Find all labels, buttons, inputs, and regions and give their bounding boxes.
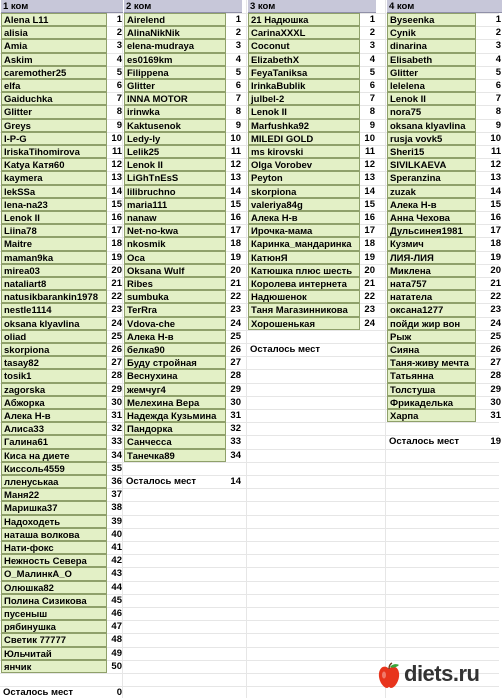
participant-name-cell: zuzak xyxy=(387,185,476,198)
participant-name-cell: Алека Н-в xyxy=(1,409,107,422)
row-number: 2 xyxy=(116,27,122,39)
row-number: 19 xyxy=(364,251,375,263)
participant-name-cell: Vdova-che xyxy=(124,317,226,330)
row-number: 14 xyxy=(364,185,375,197)
row-number: 2 xyxy=(369,27,375,39)
row-number: 23 xyxy=(364,304,375,316)
participant-name-cell: пойди жир вон xyxy=(387,317,476,330)
row-number: 28 xyxy=(490,370,501,382)
row-number: 11 xyxy=(364,146,375,157)
row-number: 12 xyxy=(111,159,122,171)
row-number: 1 xyxy=(369,14,375,25)
row-number: 21 xyxy=(111,278,122,289)
participant-name-cell: ElizabethX xyxy=(248,53,360,66)
row-number: 24 xyxy=(364,317,375,329)
row-number: 20 xyxy=(111,264,122,276)
participant-name-cell: Нежность Севера xyxy=(1,554,107,567)
row-number: 16 xyxy=(111,212,122,223)
participant-name-cell: natusikbarankin1978 xyxy=(1,290,107,303)
row-number: 18 xyxy=(230,238,241,250)
participant-name-cell: Greys xyxy=(1,119,107,132)
participant-name-cell: Олюшка82 xyxy=(1,581,107,594)
row-number: 3 xyxy=(235,40,241,52)
row-number: 5 xyxy=(235,66,241,78)
participant-name-cell: Кисcоль4559 xyxy=(1,462,107,475)
participant-name-cell: ната757 xyxy=(387,277,476,290)
row-number: 6 xyxy=(116,80,122,91)
participant-name-cell: CarinaXXXL xyxy=(248,26,360,39)
row-number: 4 xyxy=(495,53,501,65)
participant-name-cell: Фрикаделька xyxy=(387,396,476,409)
participant-name-cell: Byseenka xyxy=(387,13,476,26)
row-number: 38 xyxy=(111,502,122,514)
participant-name-cell: Юльчитай xyxy=(1,647,107,660)
row-number: 13 xyxy=(364,172,375,184)
participant-name-cell: Filippena xyxy=(124,66,226,79)
row-number: 45 xyxy=(111,594,122,606)
column-header: 4 ком xyxy=(387,0,476,13)
row-number: 21 xyxy=(230,278,241,289)
row-number: 9 xyxy=(116,119,122,131)
row-number: 34 xyxy=(111,449,122,461)
participant-name-cell: Kaktusenok xyxy=(124,119,226,132)
participant-name-cell: INNA MOTOR xyxy=(124,92,226,105)
row-number: 17 xyxy=(230,225,241,237)
participant-name-cell: Askim xyxy=(1,53,107,66)
row-number: 19 xyxy=(230,251,241,263)
participant-name-cell: lilibruchno xyxy=(124,185,226,198)
participant-name-cell: TerRra xyxy=(124,303,226,316)
remaining-places-value: 14 xyxy=(230,476,241,487)
participant-name-cell: IriskaTihomirova xyxy=(1,145,107,158)
row-number: 33 xyxy=(230,436,241,448)
participant-name-cell: наташа волкова xyxy=(1,528,107,541)
row-number: 25 xyxy=(111,330,122,342)
participant-name-cell: Сияна xyxy=(387,343,476,356)
participant-name-cell: Надежда Кузьмина xyxy=(124,409,226,422)
participant-name-cell: Sheri15 xyxy=(387,145,476,158)
participant-name-cell: Lenok II xyxy=(124,158,226,171)
participant-name-cell: Ledy-ly xyxy=(124,132,226,145)
row-number: 14 xyxy=(111,185,122,197)
row-number: 42 xyxy=(111,555,122,567)
column-header: 1 ком xyxy=(1,0,107,13)
row-number: 12 xyxy=(490,159,501,171)
participant-name-cell: elfa xyxy=(1,79,107,92)
remaining-places-label: Осталось мест xyxy=(250,344,321,355)
participant-name-cell: Мелехина Вера xyxy=(124,396,226,409)
row-number: 9 xyxy=(235,119,241,131)
participant-name-cell: lekSSa xyxy=(1,185,107,198)
participant-name-cell: Ribes xyxy=(124,277,226,290)
participant-name-cell: КатюнЯ xyxy=(248,251,360,264)
remaining-places-value: 0 xyxy=(116,687,122,698)
participant-name-cell: ЛИЯ-ЛИЯ xyxy=(387,251,476,264)
participant-name-cell: tasay82 xyxy=(1,356,107,369)
participant-name-cell: lelelena xyxy=(387,79,476,92)
row-number: 36 xyxy=(111,476,122,487)
participant-name-cell: Галина61 xyxy=(1,435,107,448)
participant-name-cell: Таня-живу мечта xyxy=(387,356,476,369)
participant-name-cell: alisia xyxy=(1,26,107,39)
row-number: 32 xyxy=(230,423,241,435)
participant-name-cell: Алека Н-в xyxy=(248,211,360,224)
row-number: 26 xyxy=(230,344,241,355)
row-number: 13 xyxy=(490,172,501,184)
row-number: 10 xyxy=(364,132,375,144)
participant-name-cell: Oksana Wulf xyxy=(124,264,226,277)
row-number: 30 xyxy=(111,396,122,408)
participant-name-cell: О_МалинкА_О xyxy=(1,567,107,580)
participant-name-cell: Gaiduchka xyxy=(1,92,107,105)
participant-name-cell: Cynik xyxy=(387,26,476,39)
participant-name-cell: пусеныш xyxy=(1,607,107,620)
row-number: 24 xyxy=(230,317,241,329)
row-number: 48 xyxy=(111,634,122,646)
participant-name-cell: Миклена xyxy=(387,264,476,277)
row-number: 22 xyxy=(364,291,375,303)
participant-name-cell: LiGhTnEsS xyxy=(124,171,226,184)
participant-name-cell: Надоходеть xyxy=(1,515,107,528)
apple-icon xyxy=(376,662,402,690)
row-number: 37 xyxy=(111,489,122,501)
participant-name-cell: AlinaNikNik xyxy=(124,26,226,39)
row-number: 19 xyxy=(111,251,122,263)
column-header-number-cell xyxy=(107,0,123,13)
row-number: 7 xyxy=(369,93,375,105)
row-number: 23 xyxy=(230,304,241,316)
row-number: 50 xyxy=(111,660,122,672)
row-number: 27 xyxy=(230,357,241,369)
participant-name-cell: Каринка_мандаринка xyxy=(248,237,360,250)
participant-name-cell: oliad xyxy=(1,330,107,343)
participant-name-cell: SIVILKAEVA xyxy=(387,158,476,171)
participant-name-cell: Рыж xyxy=(387,330,476,343)
participant-name-cell: Дульсинея1981 xyxy=(387,224,476,237)
participant-name-cell: Lenok II xyxy=(387,92,476,105)
participant-name-cell: Alena L11 xyxy=(1,13,107,26)
logo-text: diets.ru xyxy=(404,661,480,686)
row-number: 30 xyxy=(490,396,501,408)
row-number: 29 xyxy=(111,383,122,395)
row-number: 27 xyxy=(490,357,501,369)
participant-name-cell: Speranzina xyxy=(387,171,476,184)
participant-name-cell: Maitre xyxy=(1,237,107,250)
row-number: 22 xyxy=(111,291,122,303)
row-number: 7 xyxy=(116,93,122,105)
row-number: 16 xyxy=(230,212,241,223)
row-number: 24 xyxy=(111,317,122,329)
participant-name-cell: nkosmik xyxy=(124,237,226,250)
row-number: 29 xyxy=(230,383,241,395)
row-number: 21 xyxy=(364,278,375,289)
participant-name-cell: Glitter xyxy=(387,66,476,79)
row-number: 39 xyxy=(111,515,122,527)
participant-name-cell: Королева интернета xyxy=(248,277,360,290)
row-number: 8 xyxy=(369,106,375,118)
row-number: 17 xyxy=(364,225,375,237)
row-number: 8 xyxy=(495,106,501,118)
participant-name-cell: рябинушка xyxy=(1,620,107,633)
row-number: 1 xyxy=(116,14,122,25)
participant-name-cell: lena-na23 xyxy=(1,198,107,211)
row-number: 11 xyxy=(490,146,501,157)
participant-name-cell: I-P-G xyxy=(1,132,107,145)
row-number: 9 xyxy=(369,119,375,131)
row-number: 25 xyxy=(490,330,501,342)
participant-name-cell: Алиса33 xyxy=(1,422,107,435)
participant-name-cell: янчик xyxy=(1,660,107,673)
row-number: 18 xyxy=(364,238,375,250)
participant-name-cell: Lelik25 xyxy=(124,145,226,158)
participant-name-cell: julbel-2 xyxy=(248,92,360,105)
row-number: 13 xyxy=(230,172,241,184)
participant-name-cell: tosik1 xyxy=(1,369,107,382)
participant-name-cell: Маня22 xyxy=(1,488,107,501)
row-number: 35 xyxy=(111,462,122,474)
participant-name-cell: Алека Н-в xyxy=(124,330,226,343)
row-number: 12 xyxy=(230,159,241,171)
column-header-number-cell xyxy=(476,0,502,13)
remaining-places-label: Осталось мест xyxy=(126,476,197,487)
row-number: 3 xyxy=(369,40,375,52)
participant-name-cell: Веснухина xyxy=(124,369,226,382)
row-number: 31 xyxy=(490,410,501,421)
row-number: 4 xyxy=(369,53,375,65)
row-number: 2 xyxy=(235,27,241,39)
participant-name-cell: MILEDI GOLD xyxy=(248,132,360,145)
participant-name-cell: Таня Магазинникова xyxy=(248,303,360,316)
row-number: 17 xyxy=(490,225,501,237)
remaining-places-label: Осталось мест xyxy=(389,436,460,448)
row-number: 28 xyxy=(230,370,241,382)
participant-name-cell: valeriya84g xyxy=(248,198,360,211)
row-number: 22 xyxy=(230,291,241,303)
participant-name-cell: skorpiona xyxy=(248,185,360,198)
participant-name-cell: nora75 xyxy=(387,105,476,118)
participant-name-cell: Хорошенькая xyxy=(248,317,360,330)
row-number: 22 xyxy=(490,291,501,303)
row-number: 2 xyxy=(495,27,501,39)
row-number: 32 xyxy=(111,423,122,435)
participant-name-cell: Elisabeth xyxy=(387,53,476,66)
row-number: 33 xyxy=(111,436,122,448)
participant-name-cell: Танечка89 xyxy=(124,449,226,462)
participant-name-cell: Алека Н-в xyxy=(387,198,476,211)
participant-name-cell: Glitter xyxy=(124,79,226,92)
row-number: 6 xyxy=(369,80,375,91)
participant-name-cell: нататела xyxy=(387,290,476,303)
column-header-number-cell xyxy=(360,0,376,13)
row-number: 10 xyxy=(111,132,122,144)
participant-name-cell: Светик 77777 xyxy=(1,633,107,646)
row-number: 41 xyxy=(111,542,122,553)
row-number: 27 xyxy=(111,357,122,369)
row-number: 14 xyxy=(490,185,501,197)
participant-name-cell: Надюшенок xyxy=(248,290,360,303)
participant-name-cell: oksana klyavlina xyxy=(1,317,107,330)
row-number: 23 xyxy=(111,304,122,316)
row-number: 11 xyxy=(230,146,241,157)
participant-name-cell: Кузмич xyxy=(387,237,476,250)
row-number: 3 xyxy=(116,40,122,52)
row-number: 8 xyxy=(116,106,122,118)
row-number: 24 xyxy=(490,317,501,329)
participant-name-cell: Katya Катя60 xyxy=(1,158,107,171)
participant-name-cell: Coconut xyxy=(248,39,360,52)
site-logo xyxy=(376,660,496,692)
participant-name-cell: Lenok II xyxy=(248,105,360,118)
row-number: 29 xyxy=(490,383,501,395)
participant-name-cell: caremother25 xyxy=(1,66,107,79)
row-number: 15 xyxy=(490,198,501,210)
row-number: 18 xyxy=(490,238,501,250)
participant-name-cell: Peyton xyxy=(248,171,360,184)
participant-name-cell: Толстуша xyxy=(387,383,476,396)
row-number: 19 xyxy=(490,251,501,263)
participant-name-cell: ms kirovski xyxy=(248,145,360,158)
row-number: 21 xyxy=(490,278,501,289)
participant-name-cell: skorpiona xyxy=(1,343,107,356)
participant-name-cell: Татьянна xyxy=(387,369,476,382)
participant-name-cell: Amia xyxy=(1,39,107,52)
row-number: 15 xyxy=(230,198,241,210)
row-number: 17 xyxy=(111,225,122,237)
participant-name-cell: 21 Надюшка xyxy=(248,13,360,26)
row-number: 20 xyxy=(364,264,375,276)
row-number: 25 xyxy=(230,330,241,342)
grid-column-line xyxy=(385,0,386,698)
remaining-places-label: Осталось мест xyxy=(3,687,74,698)
participant-name-cell: maman9ka xyxy=(1,251,107,264)
participant-name-cell: Olga Vorobev xyxy=(248,158,360,171)
row-number: 20 xyxy=(230,264,241,276)
participant-name-cell: Oca xyxy=(124,251,226,264)
row-number: 43 xyxy=(111,568,122,580)
participant-name-cell: Пандорка xyxy=(124,422,226,435)
participant-name-cell: лленуськаа xyxy=(1,475,107,488)
row-number: 5 xyxy=(369,66,375,78)
participant-name-cell: oksana klyavlina xyxy=(387,119,476,132)
participant-name-cell: Net-no-kwa xyxy=(124,224,226,237)
row-number: 14 xyxy=(230,185,241,197)
participant-name-cell: nataliart8 xyxy=(1,277,107,290)
participant-name-cell: IrinkaBublik xyxy=(248,79,360,92)
row-number: 28 xyxy=(111,370,122,382)
row-number: 15 xyxy=(364,198,375,210)
participant-name-cell: Анна Чехова xyxy=(387,211,476,224)
participant-name-cell: mirea03 xyxy=(1,264,107,277)
row-number: 6 xyxy=(235,80,241,91)
row-number: 4 xyxy=(116,53,122,65)
participant-name-cell: Катюшка плюс шесть xyxy=(248,264,360,277)
participant-name-cell: Glitter xyxy=(1,105,107,118)
participant-name-cell: Полина Сизикова xyxy=(1,594,107,607)
row-number: 40 xyxy=(111,528,122,540)
row-number: 7 xyxy=(235,93,241,105)
row-number: 9 xyxy=(495,119,501,131)
participant-name-cell: nestle1114 xyxy=(1,303,107,316)
row-number: 6 xyxy=(495,80,501,91)
participant-name-cell: Lenok II xyxy=(1,211,107,224)
participant-name-cell: Абжорка xyxy=(1,396,107,409)
row-number: 13 xyxy=(111,172,122,184)
row-number: 47 xyxy=(111,621,122,633)
row-number: 5 xyxy=(495,66,501,78)
row-number: 12 xyxy=(364,159,375,171)
row-number: 3 xyxy=(495,40,501,52)
row-number: 23 xyxy=(490,304,501,316)
row-number: 16 xyxy=(364,212,375,223)
participant-name-cell: Нати-фокс xyxy=(1,541,107,554)
remaining-places-value: 19 xyxy=(490,436,501,448)
participant-name-cell: kaymera xyxy=(1,171,107,184)
row-number: 34 xyxy=(230,449,241,461)
row-number: 10 xyxy=(490,132,501,144)
row-number: 31 xyxy=(111,410,122,421)
row-number: 1 xyxy=(495,14,501,25)
participant-name-cell: Airelend xyxy=(124,13,226,26)
row-number: 26 xyxy=(111,344,122,355)
row-number: 1 xyxy=(235,14,241,25)
participant-name-cell: rusja vovk5 xyxy=(387,132,476,145)
grid-column-line xyxy=(246,0,247,698)
row-number: 31 xyxy=(230,410,241,421)
participant-name-cell: Буду стройная xyxy=(124,356,226,369)
participant-name-cell: irinwka xyxy=(124,105,226,118)
participant-name-cell: Ирочка-мама xyxy=(248,224,360,237)
row-number: 7 xyxy=(495,93,501,105)
column-header-number-cell xyxy=(226,0,242,13)
participant-name-cell: elena-mudraya xyxy=(124,39,226,52)
row-number: 20 xyxy=(490,264,501,276)
participant-name-cell: жемчуг4 xyxy=(124,383,226,396)
column-header: 3 ком xyxy=(248,0,360,13)
row-number: 26 xyxy=(490,344,501,355)
participant-name-cell: оксана1277 xyxy=(387,303,476,316)
row-number: 18 xyxy=(111,238,122,250)
row-number: 5 xyxy=(116,66,122,78)
row-number: 15 xyxy=(111,198,122,210)
participant-name-cell: Киса на диете xyxy=(1,449,107,462)
participant-name-cell: белка90 xyxy=(124,343,226,356)
row-number: 49 xyxy=(111,647,122,659)
row-number: 10 xyxy=(230,132,241,144)
participant-name-cell: dinarina xyxy=(387,39,476,52)
participant-name-cell: Санчесса xyxy=(124,435,226,448)
row-number: 30 xyxy=(230,396,241,408)
column-header: 2 ком xyxy=(124,0,226,13)
participant-name-cell: maria111 xyxy=(124,198,226,211)
row-number: 16 xyxy=(490,212,501,223)
participant-name-cell: Marfushka92 xyxy=(248,119,360,132)
row-number: 11 xyxy=(111,146,122,157)
grid-column-line xyxy=(122,0,123,698)
participant-name-cell: Харпа xyxy=(387,409,476,422)
row-number: 8 xyxy=(235,106,241,118)
participant-name-cell: FeyaTaniksa xyxy=(248,66,360,79)
participant-name-cell: zagorska xyxy=(1,383,107,396)
participant-name-cell: es0169km xyxy=(124,53,226,66)
participant-name-cell: Liina78 xyxy=(1,224,107,237)
participant-name-cell: sumbuka xyxy=(124,290,226,303)
row-number: 4 xyxy=(235,53,241,65)
row-number: 46 xyxy=(111,608,122,619)
row-number: 44 xyxy=(111,581,122,593)
participant-name-cell: nanaw xyxy=(124,211,226,224)
participant-name-cell: Маришка37 xyxy=(1,501,107,514)
